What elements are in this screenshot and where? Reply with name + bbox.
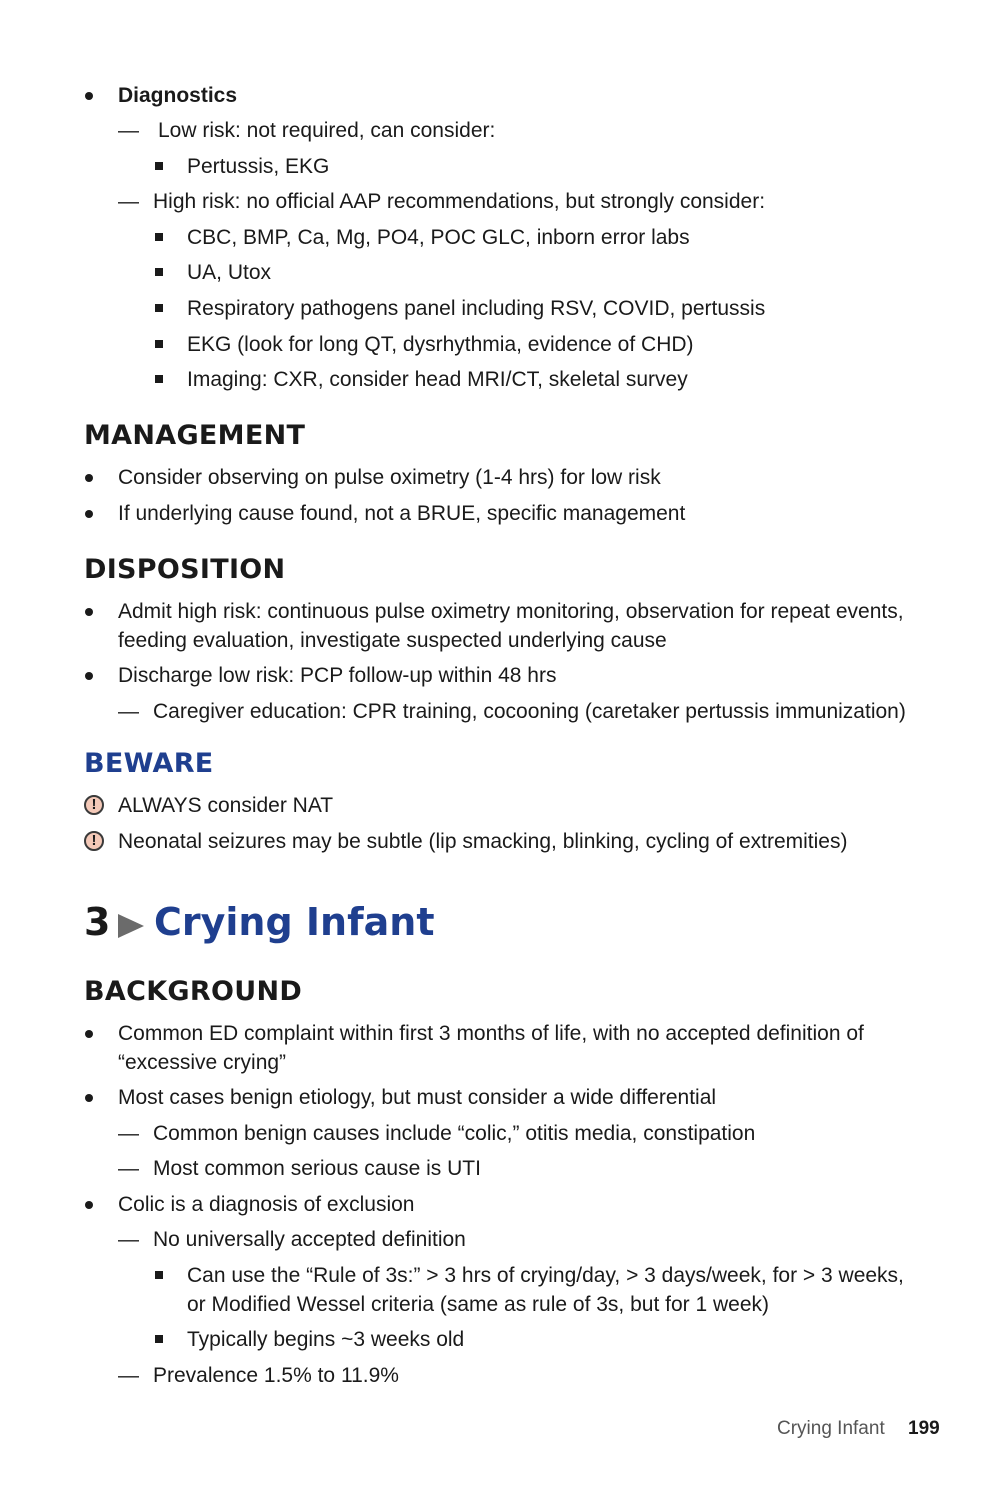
bullet-icon: [85, 1094, 93, 1102]
prevalence-text: Prevalence 1.5% to 11.9%: [153, 1364, 399, 1387]
beware-item: ALWAYS consider NAT: [118, 794, 334, 817]
bullet-icon: [85, 1030, 93, 1038]
dash-icon: —: [118, 1157, 139, 1180]
rule-text-line2: or Modified Wessel criteria (same as rule of 3s, but for 1 week): [187, 1293, 770, 1316]
dash-icon: —: [118, 1364, 139, 1387]
arrow-right-icon: [118, 914, 144, 938]
bullet-icon: [85, 92, 93, 100]
square-bullet-icon: [155, 1335, 163, 1343]
admit-text-line2: feeding evaluation, investigate suspected underlying cause: [118, 629, 667, 652]
low-risk-text: Low risk: not required, can consider:: [158, 119, 496, 142]
benign-sub-item: Common benign causes include “colic,” otitis media, constipation: [153, 1122, 756, 1145]
dash-icon: —: [118, 1122, 139, 1145]
footer-section-label: Crying Infant: [777, 1418, 885, 1439]
rule-text-line1: Can use the “Rule of 3s:” > 3 hrs of crying/day, > 3 days/week, for > 3 weeks,: [187, 1264, 904, 1287]
beware-heading: BEWARE: [84, 748, 214, 779]
square-bullet-icon: [155, 304, 163, 312]
high-risk-item: Respiratory pathogens panel including RSV, COVID, pertussis: [187, 297, 766, 320]
bullet-icon: [85, 672, 93, 680]
diagnostics-title: Diagnostics: [118, 84, 238, 107]
disposition-heading: DISPOSITION: [84, 554, 286, 585]
management-heading: MANAGEMENT: [84, 420, 306, 451]
page-number: 199: [908, 1418, 940, 1439]
bullet-icon: [85, 1201, 93, 1209]
colic-definition: No universally accepted definition: [153, 1228, 466, 1251]
dash-icon: —: [118, 190, 139, 213]
chapter-title: Crying Infant: [154, 900, 435, 944]
discharge-text: Discharge low risk: PCP follow-up within 48 hrs: [118, 664, 557, 687]
bullet-icon: [85, 608, 93, 616]
high-risk-item: EKG (look for long QT, dysrhythmia, evidence of CHD): [187, 333, 694, 356]
common-text-line1: Common ED complaint within first 3 months of life, with no accepted definition of: [118, 1022, 864, 1045]
square-bullet-icon: [155, 340, 163, 348]
benign-sub-item: Most common serious cause is UTI: [153, 1157, 481, 1180]
common-text-line2: “excessive crying”: [118, 1051, 287, 1074]
dash-icon: —: [118, 1228, 139, 1251]
colic-text: Colic is a diagnosis of exclusion: [118, 1193, 415, 1216]
square-bullet-icon: [155, 162, 163, 170]
management-item: Consider observing on pulse oximetry (1-4 hrs) for low risk: [118, 466, 661, 489]
admit-text-line1: Admit high risk: continuous pulse oximetry monitoring, observation for repeat events,: [118, 600, 904, 623]
high-risk-item: UA, Utox: [187, 261, 272, 284]
bullet-icon: [85, 474, 93, 482]
chapter-number: 3: [84, 900, 111, 944]
management-item: If underlying cause found, not a BRUE, specific management: [118, 502, 686, 525]
beware-item: Neonatal seizures may be subtle (lip smacking, blinking, cycling of extremities): [118, 830, 848, 853]
high-risk-text: High risk: no official AAP recommendations, but strongly consider:: [153, 190, 766, 213]
dash-icon: —: [118, 119, 139, 142]
square-bullet-icon: [155, 268, 163, 276]
square-bullet-icon: [155, 1271, 163, 1279]
high-risk-item: CBC, BMP, Ca, Mg, PO4, POC GLC, inborn error labs: [187, 226, 690, 249]
background-heading: BACKGROUND: [84, 976, 303, 1007]
warning-icon: !: [84, 795, 104, 815]
dash-icon: —: [118, 700, 139, 723]
begins-text: Typically begins ~3 weeks old: [187, 1328, 465, 1351]
high-risk-item: Imaging: CXR, consider head MRI/CT, skeletal survey: [187, 368, 688, 391]
warning-icon: !: [84, 831, 104, 851]
square-bullet-icon: [155, 375, 163, 383]
benign-text: Most cases benign etiology, but must consider a wide differential: [118, 1086, 717, 1109]
caregiver-text: Caregiver education: CPR training, cocooning (caretaker pertussis immunization): [153, 700, 906, 723]
bullet-icon: [85, 510, 93, 518]
square-bullet-icon: [155, 233, 163, 241]
low-risk-item: Pertussis, EKG: [187, 155, 330, 178]
